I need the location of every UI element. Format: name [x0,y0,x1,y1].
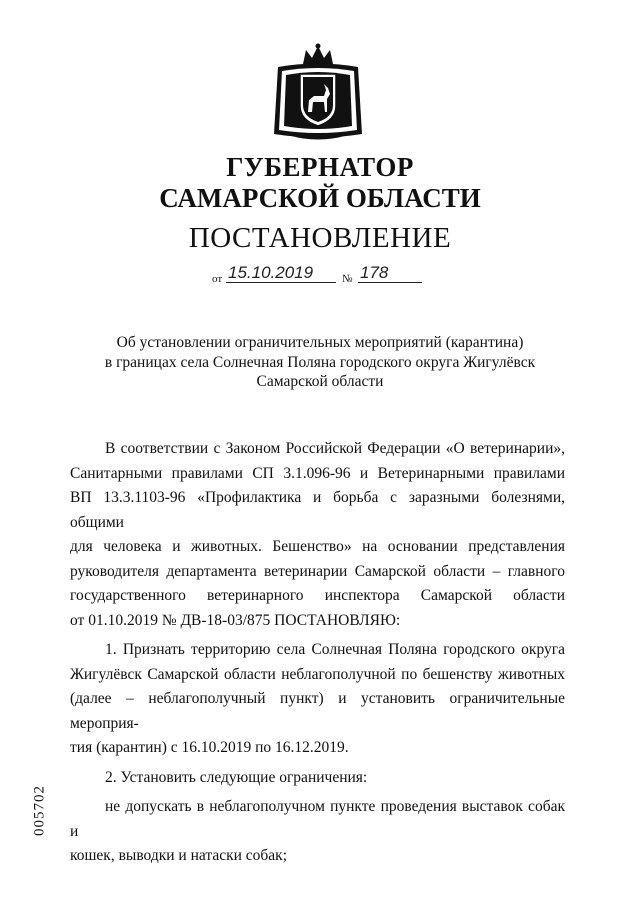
body-line: ВП 13.3.1103-96 «Профилактика и борьба с заразными болезнями, общими [70,489,565,531]
subject-line: Об установлении ограничительных мероприятий (карантина) [116,334,524,351]
issuer-region: САМАРСКОЙ ОБЛАСТИ [159,183,481,213]
restriction-line: кошек, выводки и натаски собак; [70,847,288,864]
item-2: 2. Установить следующие ограничения: [105,768,368,786]
margin-stamp-number: 005702 [31,785,48,836]
document-number: 178 [358,263,422,283]
item-1-line: Жигулёвск Самарской области неблагополучной по бешенству животных [70,665,565,683]
document-body [70,437,565,869]
item-1-line: 1. Признать территорию села Солнечная Поляна городского округа [105,641,565,658]
margin-stamp [30,768,50,858]
item-1-line: (далее – неблагополучный пункт) и установить ограничительные мероприя- [70,690,565,732]
body-line: Санитарными правилами СП 3.1.096-96 и Ветеринарными правилами [70,464,565,482]
document-subject [0,333,640,392]
body-line: от 01.10.2019 № ДВ-18-03/875 ПОСТАНОВЛЯЮ: [70,611,401,629]
document-type: ПОСТАНОВЛЕНИЕ [188,222,452,254]
item-1-line: тия (карантин) с 16.10.2019 по 16.12.2019. [70,739,349,756]
coat-of-arms-icon [268,42,368,142]
issuer-title: ГУБЕРНАТОР [226,152,414,182]
number-prefix: № [342,273,353,285]
body-line: В соответствии с Законом Российской Федерации «О ветеринарии», [105,440,565,457]
subject-line: в границах села Солнечная Поляна городского округа Жигулёвск [104,353,536,371]
date-prefix: от [212,273,223,285]
body-line: руководителя департамента ветеринарии Самарской области – главного [70,562,565,580]
body-line: государственного ветеринарного инспектора Самарской области [70,587,565,604]
restriction-line: не допускать в неблагополучном пункте проведения выставок собак и [70,798,565,840]
body-line: для человека и животных. Бешенство» на основании представления [70,538,565,555]
document-date: 15.10.2019 [226,263,336,283]
subject-line: Самарской области [256,373,384,390]
document-date-line [212,263,442,287]
